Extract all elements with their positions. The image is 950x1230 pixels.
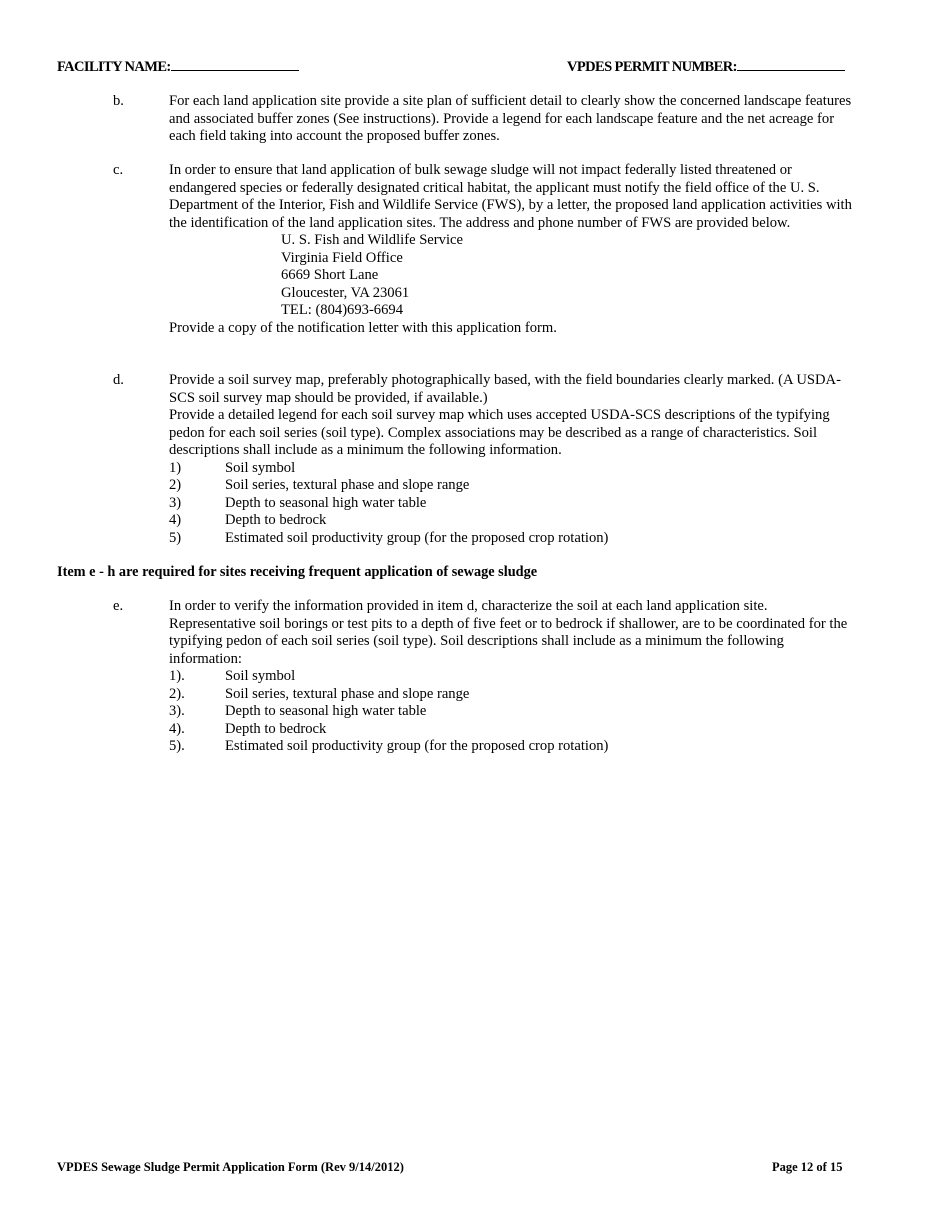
item-letter: d. xyxy=(113,372,124,388)
facility-name-blank[interactable] xyxy=(171,57,299,71)
item-b-text: For each land application site provide a site plan of sufficient detail to clearly show the concerned landscape features and associated buffer zones (See instructions). Provide a legend for each landscape feature and the net acreage for each field taking into account the proposed buffer zones. xyxy=(169,93,852,144)
list-item: 2). Soil series, textural phase and slope range xyxy=(169,685,470,702)
item-d-text-2: Provide a detailed legend for each soil survey map which uses accepted USDA-SCS descriptions of the typifying pedon for each soil series (soil type). Complex associations may be described as a range of characteristics. Soil descriptions shall include as a minimum the following information. xyxy=(169,407,830,458)
item-letter: c. xyxy=(113,162,124,178)
item-d-text-1: Provide a soil survey map, preferably photographically based, with the field boundaries clearly marked. (A USDA-SCS soil survey map should be provided, if available.) xyxy=(169,372,841,406)
item-c xyxy=(113,162,853,337)
list-item: 4) Depth to bedrock xyxy=(169,512,327,528)
list-item: 1) Soil symbol xyxy=(169,459,296,476)
address-line: 6669 Short Lane xyxy=(281,267,379,283)
list-item: 5). Estimated soil productivity group (for the proposed crop rotation) xyxy=(169,738,609,754)
item-b xyxy=(113,93,853,146)
permit-number-field xyxy=(567,57,845,76)
list-item: 2) Soil series, textural phase and slope range xyxy=(169,477,470,493)
item-c-text: In order to ensure that land application of bulk sewage sludge will not impact federally listed threatened or endangered species or federally designated critical habitat, the applicant must notify the field office of the U. S. Department of the Interior, Fish and Wildlife Service (FWS), by a letter, the proposed land application activities with the identification of the land application sites. The address and phone number of FWS are provided below. xyxy=(169,162,852,231)
item-e xyxy=(113,598,853,756)
address-line: Virginia Field Office xyxy=(281,249,403,266)
list-item: 4). Depth to bedrock xyxy=(169,720,327,737)
address-line: Gloucester, VA 23061 xyxy=(281,284,410,301)
item-c-closing: Provide a copy of the notification letter with this application form. xyxy=(169,319,557,336)
list-item: 3). Depth to seasonal high water table xyxy=(169,703,427,719)
address-line: TEL: (804)693-6694 xyxy=(281,302,403,318)
item-d xyxy=(113,372,853,547)
facility-name-field xyxy=(57,57,299,76)
item-letter: b. xyxy=(113,93,124,109)
facility-name-label: FACILITY NAME: xyxy=(57,59,171,75)
permit-number-blank[interactable] xyxy=(737,57,845,71)
list-item: 5) Estimated soil productivity group (for the proposed crop rotation) xyxy=(169,529,609,546)
footer-form-title: VPDES Sewage Sludge Permit Application Form (Rev 9/14/2012) xyxy=(57,1160,404,1174)
item-e-text: In order to verify the information provided in item d, characterize the soil at each land application site. Representative soil borings or test pits to a depth of five feet or to bedrock if shallower, are to be coordinated for the typifying pedon of each soil series (soil type). Soil descriptions shall include as a minimum the following information: xyxy=(169,598,848,667)
item-letter: e. xyxy=(113,598,124,614)
list-item: 3) Depth to seasonal high water table xyxy=(169,494,427,511)
permit-number-label: VPDES PERMIT NUMBER: xyxy=(567,59,737,75)
section-heading: Item e - h are required for sites receiving frequent application of sewage sludge xyxy=(57,564,538,580)
footer-page-number: Page 12 of 15 xyxy=(772,1160,843,1174)
list-item: 1). Soil symbol xyxy=(169,668,296,684)
address-line: U. S. Fish and Wildlife Service xyxy=(281,232,463,248)
fws-address xyxy=(281,232,853,320)
